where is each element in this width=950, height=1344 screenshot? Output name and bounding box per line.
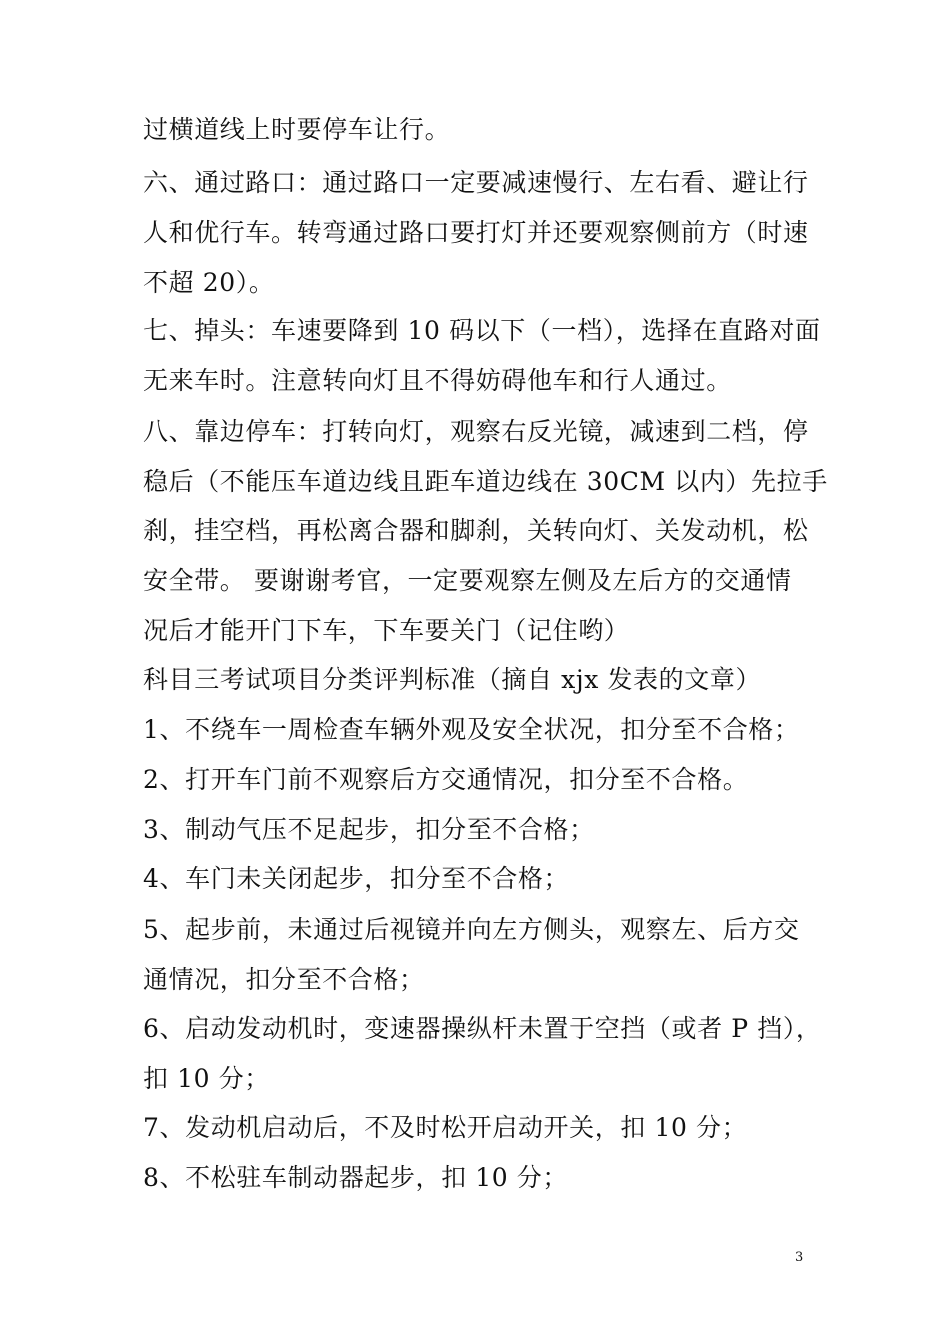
text-line: 安全带。 要谢谢考官，一定要观察左侧及左后方的交通情	[143, 566, 792, 595]
text-line: 六、通过路口：通过路口一定要减速慢行、左右看、避让行	[143, 168, 809, 197]
list-item: 8、不松驻车制动器起步，扣 10 分；	[143, 1163, 569, 1192]
list-item: 7、发动机启动后，不及时松开启动开关，扣 10 分；	[143, 1113, 748, 1142]
text-line: 况后才能开门下车，下车要关门（记住哟）	[143, 616, 630, 645]
text-line: 无来车时。注意转向灯且不得妨碍他车和行人通过。	[143, 366, 732, 395]
text-line: 八、靠边停车：打转向灯，观察右反光镜，减速到二档，停	[143, 417, 809, 446]
list-item: 4、车门未关闭起步，扣分至不合格；	[143, 864, 570, 893]
text-line: 刹，挂空档，再松离合器和脚刹，关转向灯、关发动机，松	[143, 516, 809, 545]
section-heading: 科目三考试项目分类评判标准（摘自 xjx 发表的文章）	[143, 665, 762, 694]
list-item: 6、启动发动机时，变速器操纵杆未置于空挡（或者 P 挡），	[143, 1014, 822, 1043]
page-number: 3	[795, 1250, 804, 1265]
list-item: 5、起步前，未通过后视镜并向左方侧头，观察左、后方交	[143, 915, 800, 944]
list-item-continuation: 通情况，扣分至不合格；	[143, 965, 425, 994]
text-line: 人和优行车。转弯通过路口要打灯并还要观察侧前方（时速	[143, 218, 809, 247]
list-item: 3、制动气压不足起步，扣分至不合格；	[143, 815, 595, 844]
text-line: 稳后（不能压车道边线且距车道边线在 30CM 以内）先拉手	[143, 467, 828, 496]
text-line: 过横道线上时要停车让行。	[143, 115, 451, 144]
list-item: 1、不绕车一周检查车辆外观及安全状况，扣分至不合格；	[143, 715, 800, 744]
text-line: 不超 20）。	[143, 268, 275, 297]
list-item: 2、打开车门前不观察后方交通情况，扣分至不合格。	[143, 765, 749, 794]
text-line: 七、掉头：车速要降到 10 码以下（一档），选择在直路对面	[143, 316, 821, 345]
list-item-continuation: 扣 10 分；	[143, 1064, 270, 1093]
